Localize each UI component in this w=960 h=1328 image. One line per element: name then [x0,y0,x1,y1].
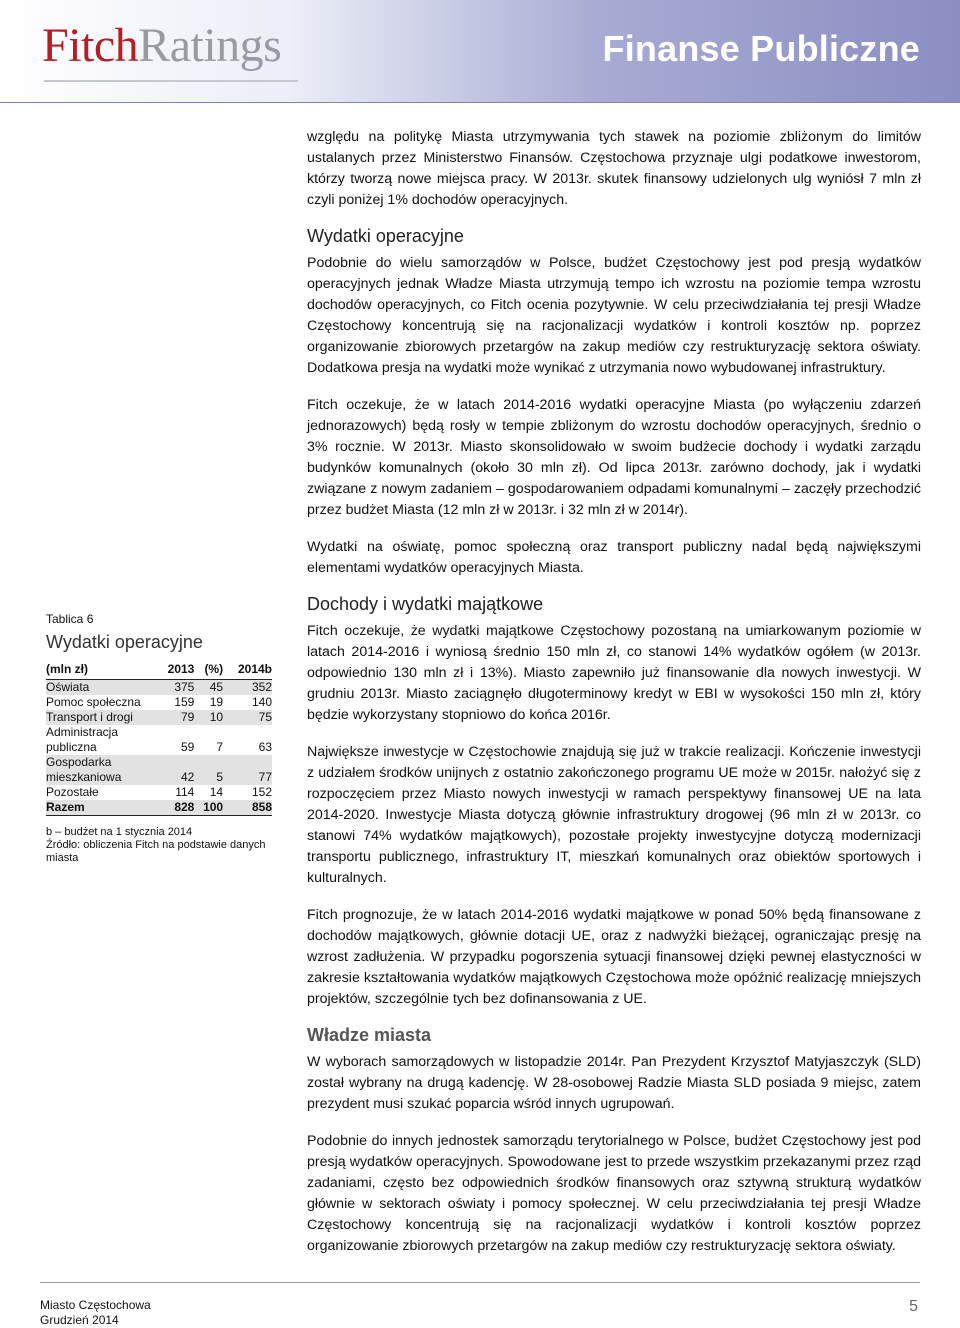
footer-date: Grudzień 2014 [40,1313,119,1327]
total-name: Razem [46,800,156,816]
row-name: Transport i drogi [46,710,156,725]
main-content [307,127,921,1257]
row-name: Administracja publiczna [46,725,119,754]
fitch-ratings-logo [42,19,282,72]
logo-fitch-text: Fitch [42,19,139,72]
section-heading-city-authorities: Władze miasta [307,1025,432,1045]
row-pct: 45 [194,680,223,696]
row-pct: 10 [194,710,223,725]
table-row [46,755,272,785]
row-2013: 59 [180,740,195,754]
table-notes [46,826,272,865]
logo-underline [44,80,298,82]
footer-city: Miasto Częstochowa [40,1298,151,1312]
row-name: Pomoc społeczna [46,695,141,709]
table-header-row [46,659,272,680]
footer-divider [40,1282,920,1283]
total-pct: 100 [194,800,223,816]
row-2013: 375 [156,680,194,696]
row-pct: 5 [194,755,223,785]
row-2014b: 75 [223,710,272,725]
capital-paragraph-2: Największe inwestycje w Częstochowie znajdują się już w trakcie realizacji. Kończenie inwestycji z udziałem środków unijnych z ostatnio zakończonego programu UE może w 2015r. nałożyć się z rozpoczęciem przez Miasto nowych inwestycji w ramach perspektywy finansowej UE na lata 2014-2020. Inwestycje Miasta dotyczą głównie infrastruktury drogowej (96 mln zł w 2013r. co stanowi 74% wydatków majątkowych), pozostałe projekty inwestycyjne dotyczą modernizacji transportu publicznego, infrastruktury IT, mieszkań komunalnych oraz obiektów sportowych i kulturalnych. [307,744,921,886]
sidebar-table-block [46,612,272,865]
section-heading-capital: Dochody i wydatki majątkowe [307,594,544,614]
col-header-2013: 2013 [156,659,194,680]
total-2014b: 858 [223,800,272,816]
row-name: Oświata [46,680,156,696]
row-2014b: 352 [223,680,272,696]
col-header-2014b: 2014b [223,659,272,680]
logo-ratings-text: Ratings [138,19,282,72]
page-number: 5 [909,1298,918,1315]
table-note-source: Źródło: obliczenia Fitch na podstawie danych miasta [46,839,266,864]
row-2013: 114 [175,785,195,799]
header-title: Finanse Publiczne [602,28,920,69]
row-name: Pozostałe [46,785,99,799]
city-authorities-paragraph-2: Podobnie do innych jednostek samorządu terytorialnego w Polsce, budżet Częstochowy jest pod presją wydatków operacyjnych. Spowodowane jest to przede wszystkim przekazanymi przez rząd zadaniami, często bez odpowiednich środków finansowych oraz sztywną strukturą wydatków głównie w sektorach oświaty i pomocy społecznej. W celu przeciwdziałania tej presji Władze Częstochowy koncentrują się na racjonalizacji wydatków i kontroli kosztów poprzez organizowanie zbiorowych przetargów na zakup mediów czy restrukturyzację sektora oświaty. [307,1133,921,1254]
row-2013: 42 [156,755,194,785]
table-label: Tablica 6 [46,612,94,626]
table-row [46,695,272,710]
section-heading-operating-expenses: Wydatki operacyjne [307,226,464,246]
table-row [46,725,272,755]
table-row [46,785,272,800]
table-total-row [46,800,272,816]
row-2014b: 77 [223,755,272,785]
col-header-pct: (%) [194,659,223,680]
row-pct: 14 [209,785,224,799]
row-pct: 19 [209,695,224,709]
city-authorities-paragraph-1: W wyborach samorządowych w listopadzie 2014r. Pan Prezydent Krzysztof Matyjaszczyk (SLD) został wybrany na drugą kadencję. W 28-osobowej Radzie Miasta SLD posiada 9 miejsc, zatem prezydent musi szukać poparcia wśród innych ugrupowań. [307,1054,921,1112]
operating-expenses-paragraph-3: Wydatki na oświatę, pomoc społeczną oraz transport publiczny nadal będą największymi elementami wydatków operacyjnych Miasta. [307,539,921,576]
operating-expenses-table [46,659,272,816]
operating-expenses-paragraph-2: Fitch oczekuje, że w latach 2014-2016 wydatki operacyjne Miasta (po wyłączeniu zdarzeń jednorazowych) będą rosły w tempie zbliżonym do wzrostu dochodów operacyjnych, średnio o 3% rocznie. W 2013r. Miasto skonsolidowało w swoim budżecie dochody i wydatki zarządu budynków komunalnych (około 30 mln zł). Od lipca 2013r. zarówno dochody, jak i wydatki związane z nowym zadaniem – gospodarowaniem odpadami komunalnymi – zaczęły przechodzić przez budżet Miasta (12 mln zł w 2013r. i 32 mln zł w 2014r). [307,397,921,518]
row-2013: 159 [174,695,195,709]
row-name: Gospodarka mieszkaniowa [46,755,156,785]
total-2013: 828 [156,800,194,816]
col-header-unit: (mln zł) [46,659,156,680]
capital-paragraph-1: Fitch oczekuje, że wydatki majątkowe Częstochowy pozostaną na umiarkowanym poziomie w latach 2014-2016 i wyniosą średnio 150 mln zł, co stanowi 14% wydatków ogółem (w 2013r. odpowiednio 130 mln zł i 13%). Miasto zapewniło już finansowanie dla nowych inwestycji. W grudniu 2013r. Miasto zaciągnęło długoterminowy kredyt w EBI w wysokości 150 mln zł, który będzie wykorzystany stopniowo do końca 2016r. [307,623,921,723]
row-2014b: 140 [251,695,272,709]
operating-expenses-paragraph-1: Podobnie do wielu samorządów w Polsce, budżet Częstochowy jest pod presją wydatków operacyjnych jednak Władze Miasta utrzymują tempo ich wzrostu na poziomie tempa wzrostu dochodów operacyjnych, co Fitch ocenia pozytywnie. W celu przeciwdziałania tej presji Władze Częstochowy koncentrują się na racjonalizacji wydatków i kontroli kosztów np. poprzez organizowanie zbiorowych przetargów na zakup mediów czy restrukturyzację sektora oświaty. Dodatkowa presja na wydatki może wynikać z utrzymania nowo wybudowanej infrastruktury. [307,255,921,376]
table-row [46,710,272,725]
row-2013: 79 [156,710,194,725]
row-2014b: 152 [251,785,272,799]
row-pct: 7 [216,740,224,754]
table-title: Wydatki operacyjne [46,632,203,652]
row-2014b: 63 [258,740,272,754]
capital-paragraph-3: Fitch prognozuje, że w latach 2014-2016 wydatki majątkowe w ponad 50% będą finansowane z dochodów majątkowych, głównie dotacji UE, oraz z nadwyżki bieżącej, ograniczając presję na wzrost zadłużenia. W przypadku pogorszenia sytuacji finansowej dzięki pewnej elastyczności w zakresie kształtowania wydatków majątkowych Częstochowa może opóźnić realizację mniejszych projektów, szczególnie tych bez dofinansowania z UE. [307,907,921,1007]
footer-info [40,1298,151,1328]
table-row [46,680,272,696]
intro-paragraph: względu na politykę Miasta utrzymywania tych stawek na poziomie zbliżonym do limitów ustalanych przez Ministerstwo Finansów. Częstochowa przyznaje ulgi podatkowe inwestorom, którzy tworzą nowe miejsca pracy. W 2013r. skutek finansowy udzielonych ulg wyniósł 7 mln zł czyli poniżej 1% dochodów operacyjnych. [307,129,921,208]
page-header [0,0,960,103]
table-note-budget: b – budżet na 1 stycznia 2014 [46,826,193,838]
